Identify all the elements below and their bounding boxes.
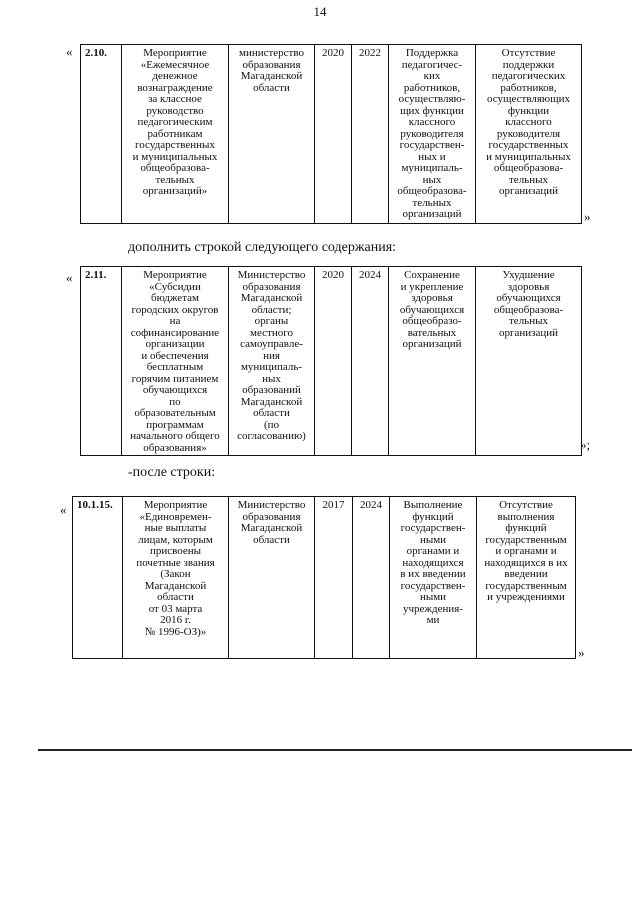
quote-open: « — [66, 44, 73, 59]
event-cell: Мероприятие «Ежемесячное денежное вознаграждение за классное руководство педагогическим работникам государственных и муниципальных общеобразова- тельных организаций» — [122, 45, 229, 223]
table-row — [80, 266, 582, 456]
quote-close: » — [584, 209, 591, 224]
executor-cell: Министерство образования Магаданской области — [229, 497, 315, 658]
insertion-phrase: дополнить строкой следующего содержания: — [128, 240, 397, 255]
executor-cell: министерство образования Магаданской области — [229, 45, 315, 223]
row-number: 2.10. — [81, 45, 122, 223]
table-row — [80, 44, 582, 224]
row-number: 10.1.15. — [73, 497, 123, 658]
start-year-cell: 2020 — [315, 45, 352, 223]
end-year-cell: 2022 — [352, 45, 389, 223]
result-cell: Сохранение и укрепление здоровья обучающихся общеобразо- вательных организаций — [389, 267, 476, 455]
result-cell: Поддержка педагогичес- ких работников, осуществляю- щих функции классного руководителя государствен- ных и муниципаль- ных общеобразова- тельных организаций — [389, 45, 476, 223]
table-row — [72, 496, 576, 659]
end-year-cell: 2024 — [352, 267, 389, 455]
result-cell: Выполнение функций государствен- ными органами и находящихся в их введении государствен- ными учреждения- ми — [390, 497, 477, 658]
consequence-cell: Отсутствие поддержки педагогических работников, осуществляющих функции классного руководителя государственных и муниципальных общеобразова- тельных организаций — [486, 47, 571, 197]
row-number: 2.11. — [81, 267, 122, 455]
end-year-cell: 2024 — [353, 497, 390, 658]
start-year-cell: 2020 — [315, 267, 352, 455]
separator-rule — [38, 749, 632, 751]
quote-open: « — [60, 502, 67, 517]
consequence-cell: Отсутствие выполнения функций государственным и органами и находящихся в их введении государственным и учреждениями — [484, 499, 568, 603]
event-cell: Мероприятие «Единовремен- ные выплаты лицам, которым присвоены почетные звания (Закон Магаданской области от 03 марта 2016 г. № 1996-ОЗ)» — [123, 497, 229, 658]
quote-close: »; — [580, 437, 591, 452]
start-year-cell: 2017 — [315, 497, 353, 658]
consequence-cell: Ухудшение здоровья обучающихся общеобразова- тельных организаций — [493, 269, 564, 339]
executor-cell: Министерство образования Магаданской области; органы местного самоуправле- ния муниципаль- ных образований Магаданской области (по согласованию) — [229, 267, 315, 455]
quote-close: » — [578, 645, 585, 660]
quote-open: « — [66, 270, 73, 285]
event-cell: Мероприятие «Субсидии бюджетам городских округов на софинансирование организации и обеспечения бесплатным горячим питанием обучающихся по образовательным программам начального общего образования» — [122, 267, 229, 455]
after-phrase: -после строки: — [128, 465, 216, 480]
page-number: 14 — [313, 4, 327, 19]
